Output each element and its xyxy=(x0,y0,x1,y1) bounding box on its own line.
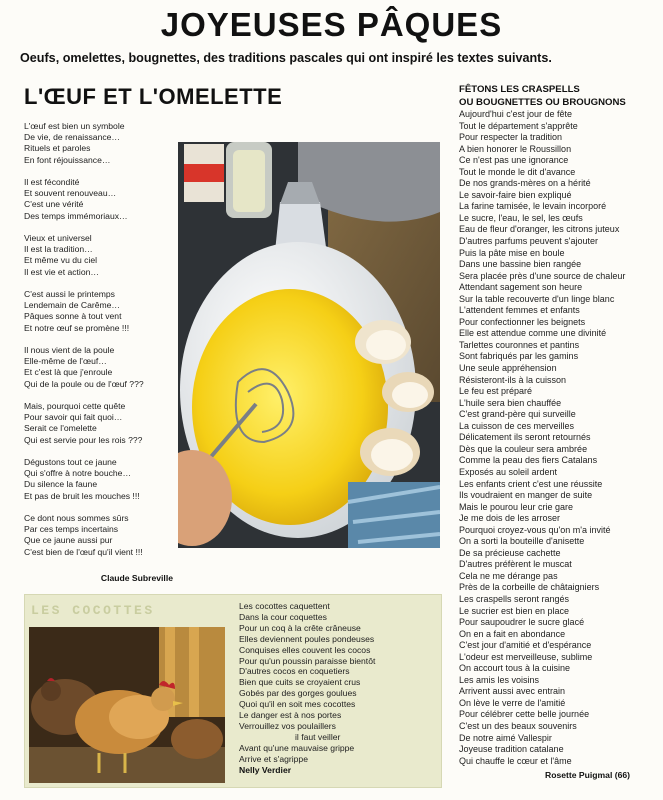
poem-line: L'œuf est bien un symbole xyxy=(24,121,125,131)
poem-line: Il est la tradition… xyxy=(24,244,93,255)
poem-line: Sur la table recouverte d'un linge blanc xyxy=(459,293,615,304)
poem-title-craspells-line1: FÊTONS LES CRASPELLS xyxy=(459,84,580,95)
poem-line: D'autres cocos en coquetiers xyxy=(239,666,350,677)
poem-line: On a sorti la bouteille d'anisette xyxy=(459,536,585,547)
poem-line: Aujourd'hui c'est jour de fête xyxy=(459,109,573,119)
poem-line: Des temps immémoriaux… xyxy=(24,210,128,221)
stanza xyxy=(24,345,189,390)
stanza xyxy=(24,457,189,502)
poem-line: On lève le verre de l'amitié xyxy=(459,697,566,708)
poem-line: Pour qu'un poussin paraisse bientôt xyxy=(239,655,376,666)
poem-line: Conquises elles couvent les cocos xyxy=(239,644,371,655)
cocottes-box xyxy=(24,594,442,788)
poem-line: Mais, pourquoi cette quête xyxy=(24,401,126,411)
poem-line: Comme la peau des fiers Catalans xyxy=(459,455,598,466)
poem-line: Qui s'offre à notre bouche… xyxy=(24,468,132,479)
poem-line: Bien que cuits se croyaient crus xyxy=(239,677,361,688)
poem-line: Les amis les voisins xyxy=(459,674,540,685)
poem-line: Pour saupoudrer le sucre glacé xyxy=(459,617,585,628)
poem-line: Et c'est là que j'enroule xyxy=(24,367,113,378)
poem-line: Mais le pourou leur crie gare xyxy=(459,501,574,512)
poem-line: Il est vie et action… xyxy=(24,266,99,277)
poem-line: Et notre œuf se promène !!! xyxy=(24,322,130,333)
poem-line: De sa précieuse cachette xyxy=(459,547,561,558)
poem-line: Arrive et s'agrippe xyxy=(239,753,308,764)
poem-line: Et souvent renouveau… xyxy=(24,188,117,199)
poem-line: Les craspells seront rangés xyxy=(459,593,570,604)
hens-illustration xyxy=(29,627,225,783)
poem-line: Qui chauffe le cœur et l'âme xyxy=(459,755,572,766)
poem-line: C'est grand-père qui surveille xyxy=(459,409,576,420)
poem-line: Lendemain de Carême… xyxy=(24,300,121,311)
poem-line: Puis la pâte mise en boule xyxy=(459,247,565,258)
poem-line: Arrivent aussi avec entrain xyxy=(459,686,566,697)
poem-craspells-author: Rosette Puigmal (66) xyxy=(545,770,631,780)
poem-line: D'autres préfèrent le muscat xyxy=(459,559,572,570)
poem-line: Dans une bassine bien rangée xyxy=(459,259,582,270)
poem-line: Les enfants crient c'est une réussite xyxy=(459,478,603,489)
poem-line: De vie, de renaissance… xyxy=(24,132,121,143)
poem-line: Ce n'est pas une ignorance xyxy=(459,155,569,166)
poem-line: En font réjouissance… xyxy=(24,154,111,165)
poem-line: Il nous vient de la poule xyxy=(24,345,115,355)
poem-line: Attendant sagement son heure xyxy=(459,282,583,293)
poem-line: Le sucre, l'eau, le sel, les œufs xyxy=(459,212,583,223)
poem-line: L'huile sera bien chauffée xyxy=(459,397,562,408)
poem-line: Sera placée près d'une source de chaleur xyxy=(459,270,626,281)
poem-line: Pour savoir qui fait quoi… xyxy=(24,412,123,423)
poem-line: Tout le département s'apprête xyxy=(459,120,578,131)
poem-line: Et même vu du ciel xyxy=(24,255,98,266)
poem-line: Vieux et universel xyxy=(24,233,92,243)
poem-line: Gobés par des gorges goulues xyxy=(239,688,357,699)
poem-line: Une seule appréhension xyxy=(459,363,557,374)
poem-line: Elle est attendue comme une divinité xyxy=(459,328,607,339)
poem-line: La cuisson de ces merveilles xyxy=(459,420,575,431)
poem-line: Résisteront-ils à la cuisson xyxy=(459,374,567,385)
poem-line: Les cocottes caquettent xyxy=(239,601,330,611)
poem-line: On accourt tous à la cuisine xyxy=(459,663,571,674)
poem-line: A bien honorer le Roussillon xyxy=(459,143,572,154)
poem-line: Verrouillez vos poulaillers xyxy=(239,720,336,731)
stanza xyxy=(24,177,189,222)
poem-line: De nos grands-mères on a hérité xyxy=(459,178,591,189)
poem-line: Qui est servie pour les rois ??? xyxy=(24,434,143,445)
poem-line: Cela ne me dérange pas xyxy=(459,570,558,581)
poem-line: Ils voudraient en manger de suite xyxy=(459,490,593,501)
poem-line: Elle-même de l'œuf… xyxy=(24,356,107,367)
poem-cocottes-body xyxy=(239,601,439,776)
poem-line: Elles deviennent poules pondeuses xyxy=(239,633,375,644)
poem-title-craspells xyxy=(459,84,626,109)
poem-line: C'est un des beaux souvenirs xyxy=(459,720,577,731)
poem-line: Du silence la faune xyxy=(24,479,98,490)
poem-line: Dès que la couleur sera ambrée xyxy=(459,443,588,454)
egg-bowl-photo xyxy=(178,142,440,548)
poem-line: Rituels et paroles xyxy=(24,143,91,154)
poem-line: L'attendent femmes et enfants xyxy=(459,305,580,316)
stanza xyxy=(24,121,189,166)
poem-line: Près de la corbeille de châtaigniers xyxy=(459,582,600,593)
poem-line: il faut veiller xyxy=(295,731,341,742)
poem-cocottes-author: Nelly Verdier xyxy=(239,764,292,775)
poem-line: Serait ce l'omelette xyxy=(24,423,97,434)
poem-line: Le feu est préparé xyxy=(459,386,533,397)
poem-line: Par ces temps incertains xyxy=(24,524,119,535)
poem-line: Joyeuse tradition catalane xyxy=(459,744,564,755)
poem-oeuf-body xyxy=(24,121,189,569)
poem-line: C'est bien de l'œuf qu'il vient !!! xyxy=(24,546,143,557)
hens-photo xyxy=(29,627,225,783)
poem-line: Le danger est à nos portes xyxy=(239,710,342,721)
poem-line: Exposés au soleil ardent xyxy=(459,466,558,477)
poem-craspells-body xyxy=(459,109,649,767)
poem-line: Tout le monde le dit d'avance xyxy=(459,166,576,177)
poem-line: C'est jour d'amitié et d'espérance xyxy=(459,640,592,651)
poem-line: Pour un coq à la crête crâneuse xyxy=(239,622,361,633)
page-title: JOYEUSES PÂQUES xyxy=(160,6,503,43)
poem-line: Le savoir-faire bien expliqué xyxy=(459,189,572,200)
poem-line: C'est une vérité xyxy=(24,199,84,210)
poem-line: Dégustons tout ce jaune xyxy=(24,457,117,467)
poem-line: Pour célébrer cette belle journée xyxy=(459,709,590,720)
poem-line: Pâques sonne à tout vent xyxy=(24,311,122,322)
stanza xyxy=(24,233,189,278)
poem-line: D'autres parfums peuvent s'ajouter xyxy=(459,236,599,247)
poem-line: C'est aussi le printemps xyxy=(24,289,115,299)
poem-line: Et pas de bruit les mouches !!! xyxy=(24,490,140,501)
poem-line: Pour respecter la tradition xyxy=(459,132,563,143)
poem-line: Qui de la poule ou de l'œuf ??? xyxy=(24,378,144,389)
poem-line: On en a fait en abondance xyxy=(459,628,566,639)
egg-bowl-illustration xyxy=(178,142,440,548)
poem-oeuf-author: Claude Subreville xyxy=(100,573,173,583)
poem-line: Quoi qu'il en soit mes cocottes xyxy=(239,699,356,710)
poem-line: Pourquoi croyez-vous qu'on m'a invité xyxy=(459,524,611,535)
stanza xyxy=(24,289,189,334)
poem-line: La farine tamisée, le levain incorporé xyxy=(459,201,607,212)
poem-line: Que ce jaune aussi pur xyxy=(24,535,113,546)
poem-line: Sont fabriqués par les gamins xyxy=(459,351,579,362)
stanza xyxy=(24,401,189,446)
poem-line: Il est fécondité xyxy=(24,177,80,187)
poem-line: Ce dont nous sommes sûrs xyxy=(24,513,129,523)
poem-line: Eau de fleur d'oranger, les citrons juteux xyxy=(459,224,620,235)
poem-line: De notre aimé Vallespir xyxy=(459,732,552,743)
page-subtitle: Oeufs, omelettes, bougnettes, des traditions pascales qui ont inspiré les textes suivants. xyxy=(20,51,552,65)
poem-line: Pour confectionner les beignets xyxy=(459,316,586,327)
poem-line: Avant qu'une mauvaise grippe xyxy=(239,742,355,753)
poem-title-cocottes: LES COCOTTES xyxy=(31,603,155,618)
poem-line: Dans la cour coquettes xyxy=(239,611,327,622)
poem-line: Tarlettes couronnes et pantins xyxy=(459,339,580,350)
stanza xyxy=(24,513,189,558)
poem-line: Je me dois de les arroser xyxy=(459,513,561,524)
poem-title-oeuf: L'ŒUF ET L'OMELETTE xyxy=(24,84,283,109)
poem-line: L'odeur est merveilleuse, sublime xyxy=(459,651,593,662)
poem-line: Délicatement ils seront retournés xyxy=(459,432,591,443)
poem-line: Le sucrier est bien en place xyxy=(459,605,570,616)
poem-title-craspells-line2: OU BOUGNETTES OU BROUGNONS xyxy=(459,96,626,108)
